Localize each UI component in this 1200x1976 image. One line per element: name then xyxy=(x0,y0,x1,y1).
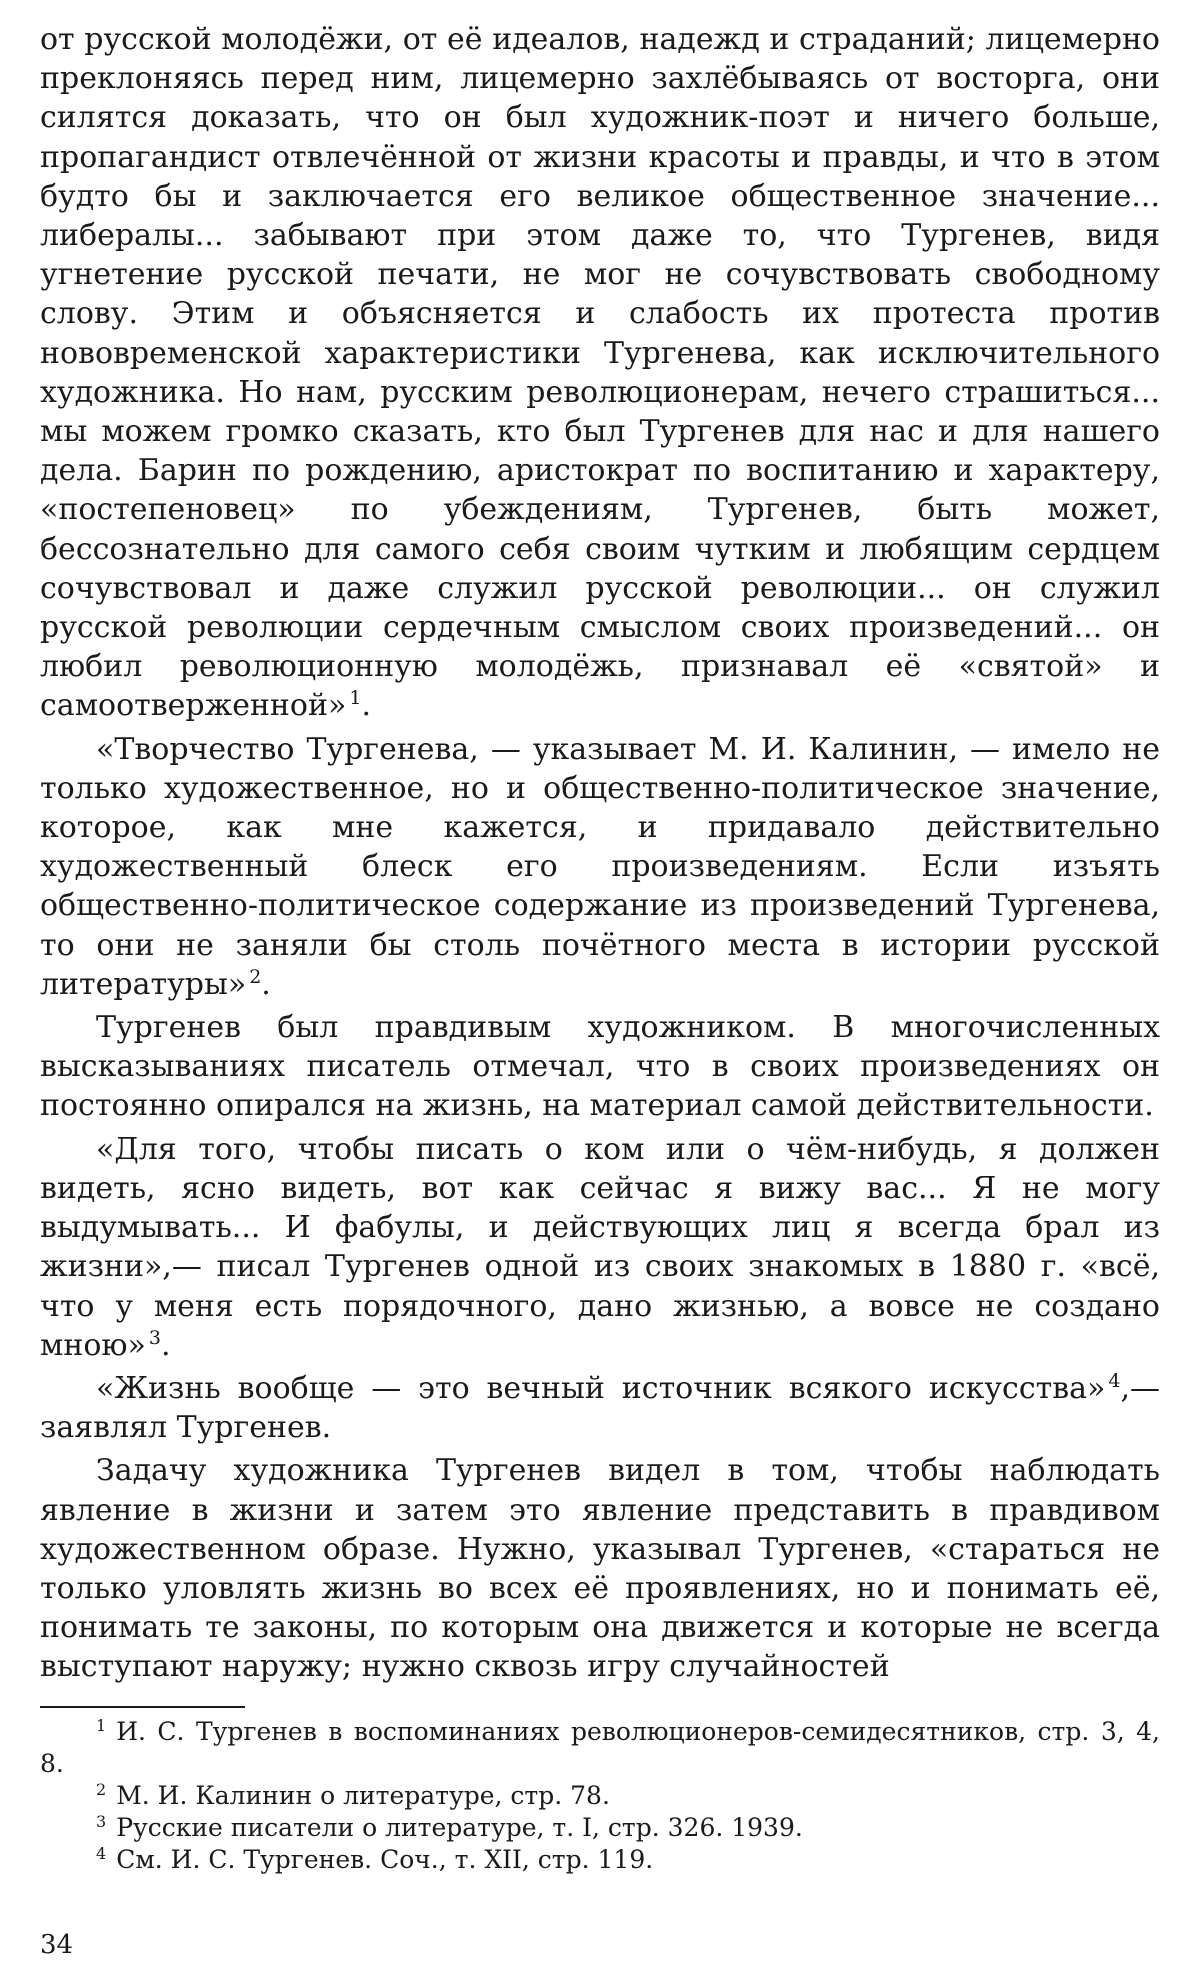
page-number: 34 xyxy=(40,1930,74,1960)
paragraph-5-tail: ,— заявлял Тургенев. xyxy=(40,1370,1160,1446)
footnotes xyxy=(40,1716,1160,1876)
paragraph-1: от русской молодёжи, от её идеалов, надежд и страданий; лицемерно преклоняясь перед ним, лицемерно захлёбываясь от восторга, они силятся доказать, что он был художник-поэт и ничего больше, пропагандист отвлечённой от жизни красоты и правды, и что в этом будто бы и заключается его великое общественное значение... либералы... забывают при этом даже то, что Тургенев, видя угнетение русской печати, не мог не сочувствовать свободному слову. Этим и объясняется и слабость их протеста против нововременской характеристики Тургенева, как исключительного художника. Но нам, русским революционерам, нечего страшиться... мы можем громко сказать, кто был Тургенев для нас и для нашего дела. Барин по рождению, аристократ по воспитанию и характеру, «постепеновец» по убеждениям, Тургенев, быть может, бессознательно для самого себя своим чутким и любящим сердцем сочувствовал и даже служил русской революции... он служил русской революции сердечным смыслом своих произведений... он любил революционную молодёжь, признавал её «святой» и самоотверженной» $^1$. xyxy=(40,22,1160,724)
footnote-ref-3: 3 xyxy=(148,1326,161,1349)
footnote-2 xyxy=(40,1780,1160,1812)
footnote-4 xyxy=(40,1844,1160,1876)
paragraph-6 xyxy=(40,1451,1160,1686)
paragraph-2: «Творчество Тургенева, — указывает М. И. Калинин, — имело не только художественное, но и общественно-политическое значение, которое, как мне кажется, и придавало действительно художественный блеск его произведениям. Если изъять общественно-политическое содержание из произведений Тургенева, то они не заняли бы столь почётного места в истории русской литературы» $^2$. xyxy=(40,731,1160,1002)
paragraph-1-text: от русской молодёжи, от её идеалов, надежд и страданий; лицемерно преклоняясь перед ним, лицемерно захлёбываясь от восторга, они силятся доказать, что он был художник-поэт и ничего больше, пропагандист отвлечённой от жизни красоты и правды, и что в этом будто бы и заключается его великое общественное значение... либералы... забывают при этом даже то, что Тургенев, видя угнетение русской печати, не мог не сочувствовать свободному слову. Этим и объясняется и слабость их протеста против нововременской характеристики Тургенева, как исключительного художника. Но нам, русским революционерам, нечего страшиться... мы можем громко сказать, кто был Тургенев для нас и для нашего дела. Барин по рождению, аристократ по воспитанию и характеру, «постепеновец» по убеждениям, Тургенев, быть может, бессознательно для самого себя своим чутким и любящим сердцем сочувствовал и даже служил русской революции... он служил русской революции сердечным смыслом своих произведений... он любил революционную молодёжь, признавал её «святой» и самоотверженной» xyxy=(40,22,1160,724)
page-body xyxy=(40,20,1160,1691)
footnote-2-number: 2 xyxy=(96,1779,107,1799)
paragraph-6-text: Задачу художника Тургенев видел в том, чтобы наблюдать явление в жизни и затем это явление представить в правдивом художественном образе. Нужно, указывал Тургенев, «стараться не только уловлять жизнь во всех её проявлениях, но и понимать её, понимать те законы, по которым она движется и которые не всегда выступают наружу; нужно сквозь игру случайностей xyxy=(40,1453,1160,1685)
footnote-ref-4: 4 xyxy=(1108,1369,1121,1392)
footnote-3-number: 3 xyxy=(96,1811,107,1831)
footnote-1 xyxy=(40,1716,1160,1780)
footnote-2-text: М. И. Калинин о литературе, стр. 78. xyxy=(116,1781,610,1810)
paragraph-3-text: Тургенев был правдивым художником. В многочисленных высказываниях писатель отмечал, что в своих произведениях он постоянно опирался на жизнь, на материал самой действительности. xyxy=(40,1010,1160,1124)
paragraph-5 xyxy=(40,1369,1160,1447)
footnote-divider xyxy=(40,1706,245,1708)
footnote-ref-2: 2 xyxy=(249,965,262,988)
footnote-3-text: Русские писатели о литературе, т. I, стр. 326. 1939. xyxy=(116,1813,803,1842)
footnote-1-text: И. С. Тургенев в воспоминаниях революционеров-семидесятников, стр. 3, 4, 8. xyxy=(40,1717,1160,1778)
paragraph-3 xyxy=(40,1008,1160,1126)
footnote-3 xyxy=(40,1812,1160,1844)
footnote-4-number: 4 xyxy=(96,1843,107,1863)
footnote-ref-1: 1 xyxy=(349,687,362,710)
paragraph-5-text: «Жизнь вообще — это вечный источник всякого искусства» xyxy=(96,1370,1106,1406)
paragraph-4: «Для того, чтобы писать о ком или о чём-нибудь, я должен видеть, ясно видеть, вот как сейчас я вижу вас... Я не могу выдумывать... И фабулы, и действующих лиц я всегда брал из жизни»,— писал Тургенев одной из своих знакомых в 1880 г. «всё, что у меня есть порядочного, дано жизнью, а вовсе не создано мною» $^3$. xyxy=(40,1131,1160,1363)
footnote-1-number: 1 xyxy=(96,1715,107,1735)
paragraph-2-text: «Творчество Тургенева, — указывает М. И. Калинин, — имело не только художественное, но и общественно-политическое значение, которое, как мне кажется, и придавало действительно художественный блеск его произведениям. Если изъять общественно-политическое содержание из произведений Тургенева, то они не заняли бы столь почётного места в истории русской литературы» xyxy=(40,731,1160,1002)
paragraph-4-text: «Для того, чтобы писать о ком или о чём-нибудь, я должен видеть, ясно видеть, вот как сейчас я вижу вас... Я не могу выдумывать... И фабулы, и действующих лиц я всегда брал из жизни»,— писал Тургенев одной из своих знакомых в 1880 г. «всё, что у меня есть порядочного, дано жизнью, а вовсе не создано мною» xyxy=(40,1131,1160,1363)
footnote-4-text: См. И. С. Тургенев. Соч., т. XII, стр. 119. xyxy=(116,1845,654,1874)
